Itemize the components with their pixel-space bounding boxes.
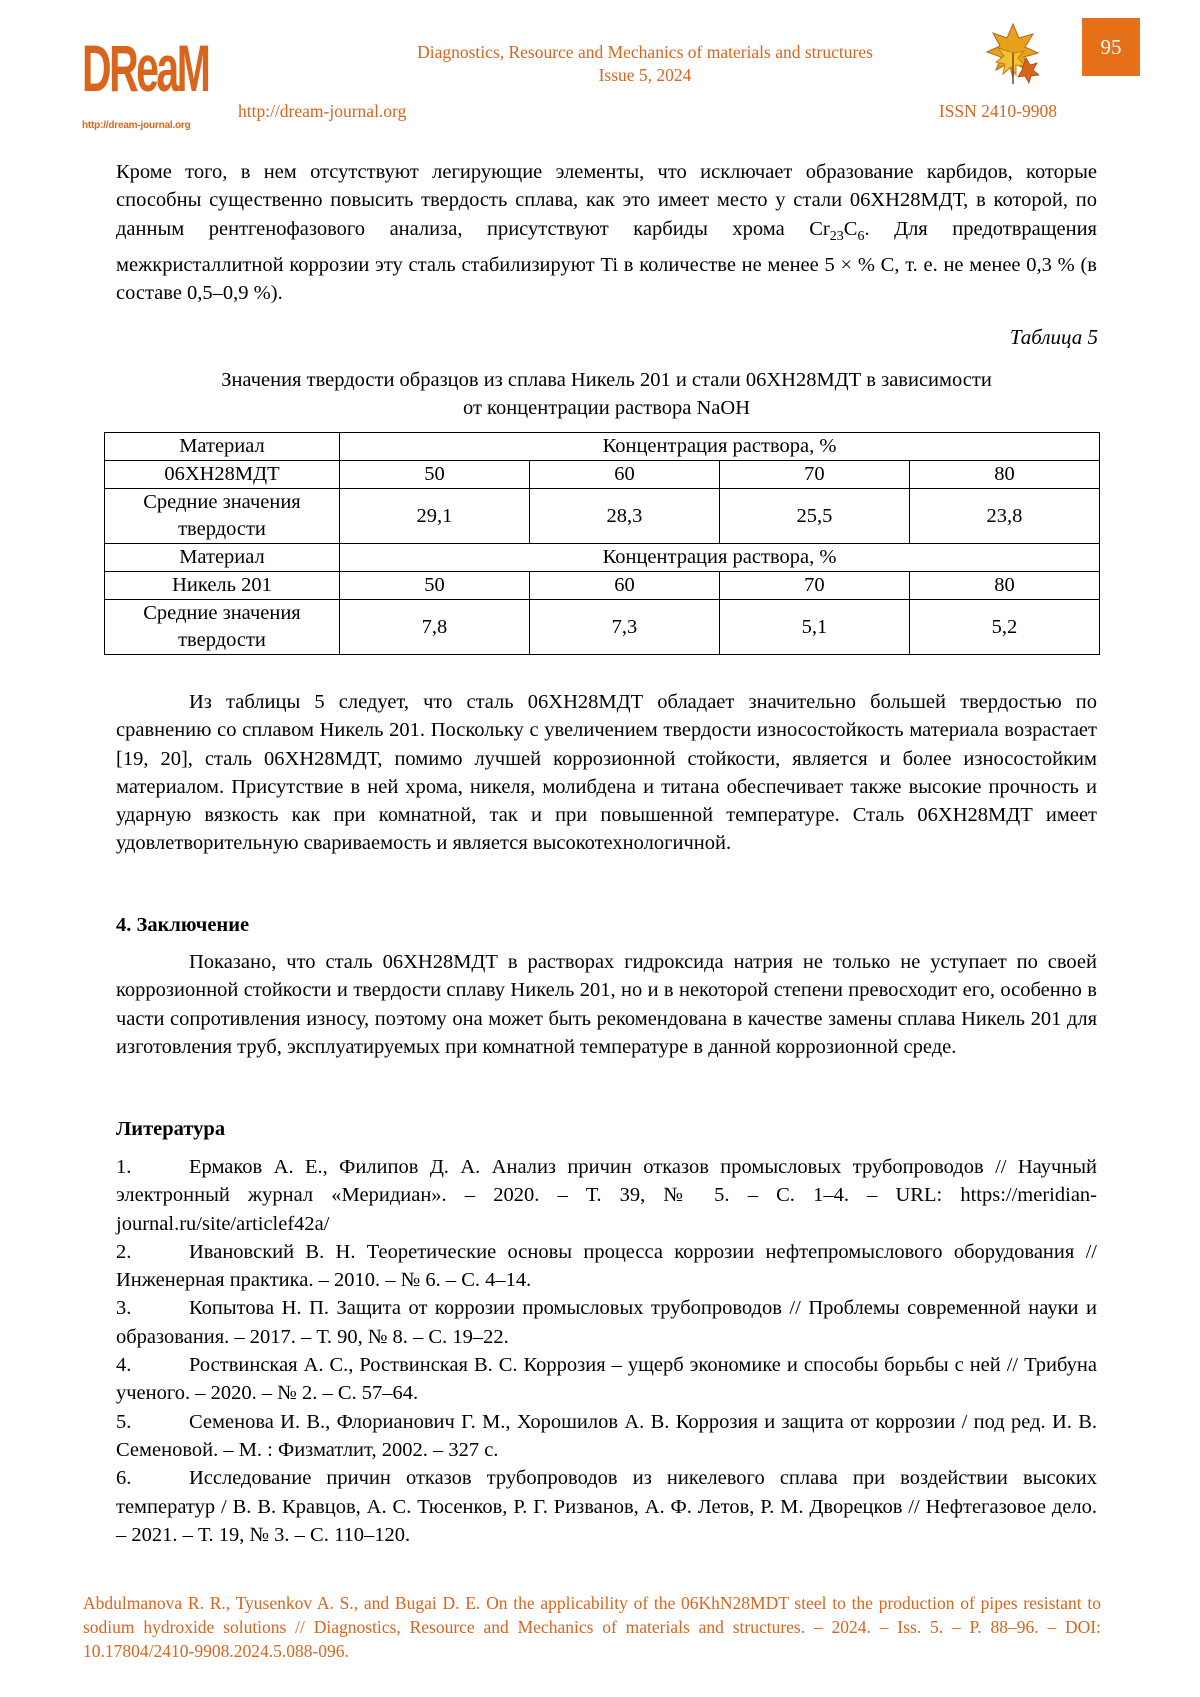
table-row: Материал Концентрация раствора, % (105, 433, 1100, 461)
reference-item: 4. Роствинская А. С., Роствинская В. С. Коррозия – ущерб экономике и способы борьбы с ней // Трибуна ученого. – 2020. – № 2. – С. 57–64. (116, 1354, 1097, 1405)
page-number: 95 (1082, 18, 1140, 76)
site-url-link[interactable]: http://dream-journal.org (238, 101, 407, 121)
journal-title: Diagnostics, Resource and Mechanics of materials and structures (417, 42, 873, 62)
table-caption: Таблица 5 (1009, 325, 1098, 349)
conclusion-heading: 4. Заключение (116, 914, 250, 936)
table-row: Средние значения твердости 7,8 7,3 5,1 5,2 (105, 600, 1100, 655)
conclusion-paragraph: Показано, что сталь 06ХН28МДТ в растворах гидроксида натрия не только не уступает по своей коррозионной стойкости и твердости сплаву Никель 201, но и в некоторой степени превосходит его, особенно в части сопротивления износу, поэтому она может быть рекомендована в качестве замены сплава Никель 201 для изготовления труб, эксплуатируемых при комнатной температуре в данной коррозионной среде. (116, 951, 1097, 1058)
table-row: Материал Концентрация раствора, % (105, 544, 1100, 572)
references-heading: Литература (116, 1118, 226, 1140)
table-row: 06ХН28МДТ 50 60 70 80 (105, 461, 1100, 489)
intro-paragraph: Кроме того, в нем отсутствуют легирующие элементы, что исключает образование карбидов, которые способны существенно повысить твердость сплава, как это имеет место у стали 06ХН28МДТ, в которой, по данным рентгенофазового анализа, присутствуют карбиды хрома $Cr_{23}C_6$. Для предотвращения межкристаллитной коррозии эту сталь стабилизируют Ti в количестве не менее 5 × % С, т. е. не менее 0,3 % (в составе 0,5–0,9 %). (116, 161, 1097, 305)
reference-item: 5. Семенова И. В., Флорианович Г. М., Хорошилов А. В. Коррозия и защита от коррозии / под ред. И. В. Семеновой. – М. : Физматлит, 2002. – 327 с. (116, 1410, 1097, 1461)
discussion-paragraph: Из таблицы 5 следует, что сталь 06ХН28МДТ обладает значительно большей твердостью по сравнению со сплавом Никель 201. Поскольку с увеличением твердости износостойкость материала возрастает [19, 20], сталь 06ХН28МДТ, помимо лучшей коррозионной стойкости, является и более износостойким материалом. Присутствие в ней хрома, никеля, молибдена и титана обеспечивает также высокие прочность и ударную вязкость как при комнатной, так и при повышенной температуре. Сталь 06ХН28МДТ имеет удовлетворительную свариваемость и является высокотехнологичной. (116, 691, 1097, 855)
table-title: Значения твердости образцов из сплава Никель 201 и стали 06ХН28МДТ в зависимости от концентрации раствора NaOH (221, 369, 992, 419)
logo-url: http://dream-journal.org (82, 120, 191, 131)
citation-footer: Abdulmanova R. R., Tyusenkov A. S., and Bugai D. E. On the applicability of the 06KhN28MDT steel to the production of pipes resistant to sodium hydroxide solutions // Diagnostics, Resource and Mechanics of materials and structures. – 2024. – Iss. 5. – P. 88–96. – DOI: 10.17804/2410-9908.2024.5.088-096. (83, 1593, 1101, 1661)
reference-item: 1. Ермаков А. Е., Филипов Д. А. Анализ причин отказов промысловых трубопроводов // Научный электронный журнал «Меридиан». – 2020. – Т. 39, № 5. – С. 1–4. – URL: https://meridian-journal.ru/site/articlef42a/ (116, 1156, 1097, 1235)
issue-label: Issue 5, 2024 (598, 65, 692, 85)
autumn-leaves-icon (978, 18, 1048, 88)
references-list (116, 1153, 1097, 1549)
reference-item: 3. Копытова Н. П. Защита от коррозии промысловых трубопроводов // Проблемы современной науки и образования. – 2017. – Т. 90, № 8. – С. 19–22. (116, 1297, 1097, 1348)
table-row: Средние значения твердости 29,1 28,3 25,5 23,8 (105, 489, 1100, 544)
table-row: Никель 201 50 60 70 80 (105, 572, 1100, 600)
issn-label: ISSN 2410-9908 (938, 101, 1057, 121)
journal-logo (82, 16, 209, 131)
logo-wordmark: DReaM (82, 31, 209, 105)
reference-item: 6. Исследование причин отказов трубопроводов из никелевого сплава при воздействии высоких температур / В. В. Кравцов, А. С. Тюсенков, Р. Г. Ризванов, А. Ф. Летов, Р. М. Дворецков // Нефтегазовое дело. – 2021. – Т. 19, № 3. – С. 110–120. (116, 1467, 1097, 1546)
reference-item: 2. Ивановский В. Н. Теоретические основы процесса коррозии нефтепромыслового оборудования // Инженерная практика. – 2010. – № 6. – С. 4–14. (116, 1240, 1097, 1292)
hardness-table (104, 432, 1100, 655)
